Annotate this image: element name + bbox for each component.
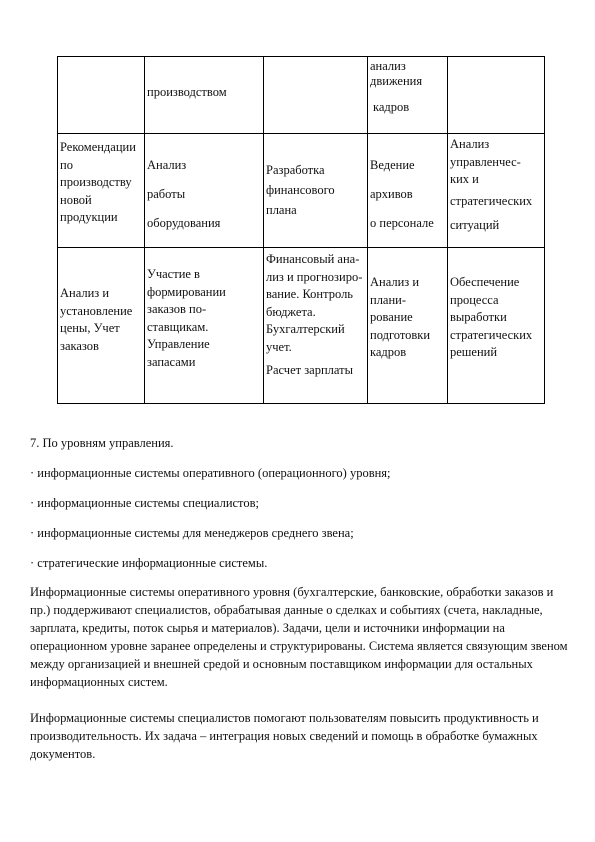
- cell-r2-c3: Разработка финансового плана: [266, 163, 335, 217]
- table-row-divider: [58, 247, 544, 248]
- list-item: · стратегические информационные системы.: [30, 556, 268, 570]
- table-col-divider: [144, 57, 145, 403]
- cell-r2-c5: Анализ управленчес- ких и стратегических ситуаций: [450, 137, 533, 232]
- table-row-divider: [58, 133, 544, 134]
- paragraph: Информационные системы специалистов помогают пользователям повысить продуктивность и производительность. Их задача – интеграция новых сведений и помощь в обработке бумажных документов.: [30, 711, 539, 761]
- paragraph: Информационные системы оперативного уровня (бухгалтерские, банковские, обработки заказов и пр.) поддерживают специалистов, обрабатывая данные о сделках и событиях (счета, накладные, зарплата, кредиты, поток сырья и материалов). Задачи, цели и источники информации на операционном уровне заранее определены и структурированы. Система является связующим звеном между организацией и внешней средой и основным поставщиком информации для остальных информационных систем.: [30, 585, 568, 689]
- cell-r3-c4: Анализ и плани- рование подготовки кадров: [370, 275, 431, 359]
- functions-table: [57, 56, 545, 404]
- section-heading: 7. По уровням управления.: [30, 436, 174, 450]
- cell-r2-c2: Анализ работы оборудования: [147, 158, 221, 230]
- cell-r1-c4: анализ движения кадров: [370, 59, 423, 114]
- table-col-divider: [367, 57, 368, 403]
- cell-r3-c2: Участие в формировании заказов по- ставщикам. Управление запасами: [147, 267, 226, 369]
- cell-r3-c1: Анализ и установление цены, Учет заказов: [60, 286, 133, 353]
- cell-r3-c3: Финансовый ана- лиз и прогнозиро- вание. Контроль бюджета. Бухгалтерский учет. Расчет зарплаты: [266, 252, 363, 377]
- list-item: · информационные системы для менеджеров среднего звена;: [30, 526, 354, 540]
- list-item: · информационные системы специалистов;: [30, 496, 259, 510]
- cell-r2-c1: Рекомендации по производству новой продукции: [60, 140, 136, 224]
- cell-r2-c4: Ведение архивов о персонале: [370, 158, 434, 230]
- cell-r3-c5: Обеспечение процесса выработки стратегических решений: [450, 275, 533, 359]
- table-col-divider: [263, 57, 264, 403]
- list-item: · информационные системы оперативного (операционного) уровня;: [30, 466, 391, 480]
- table-col-divider: [447, 57, 448, 403]
- cell-r1-c2: производством: [147, 85, 227, 99]
